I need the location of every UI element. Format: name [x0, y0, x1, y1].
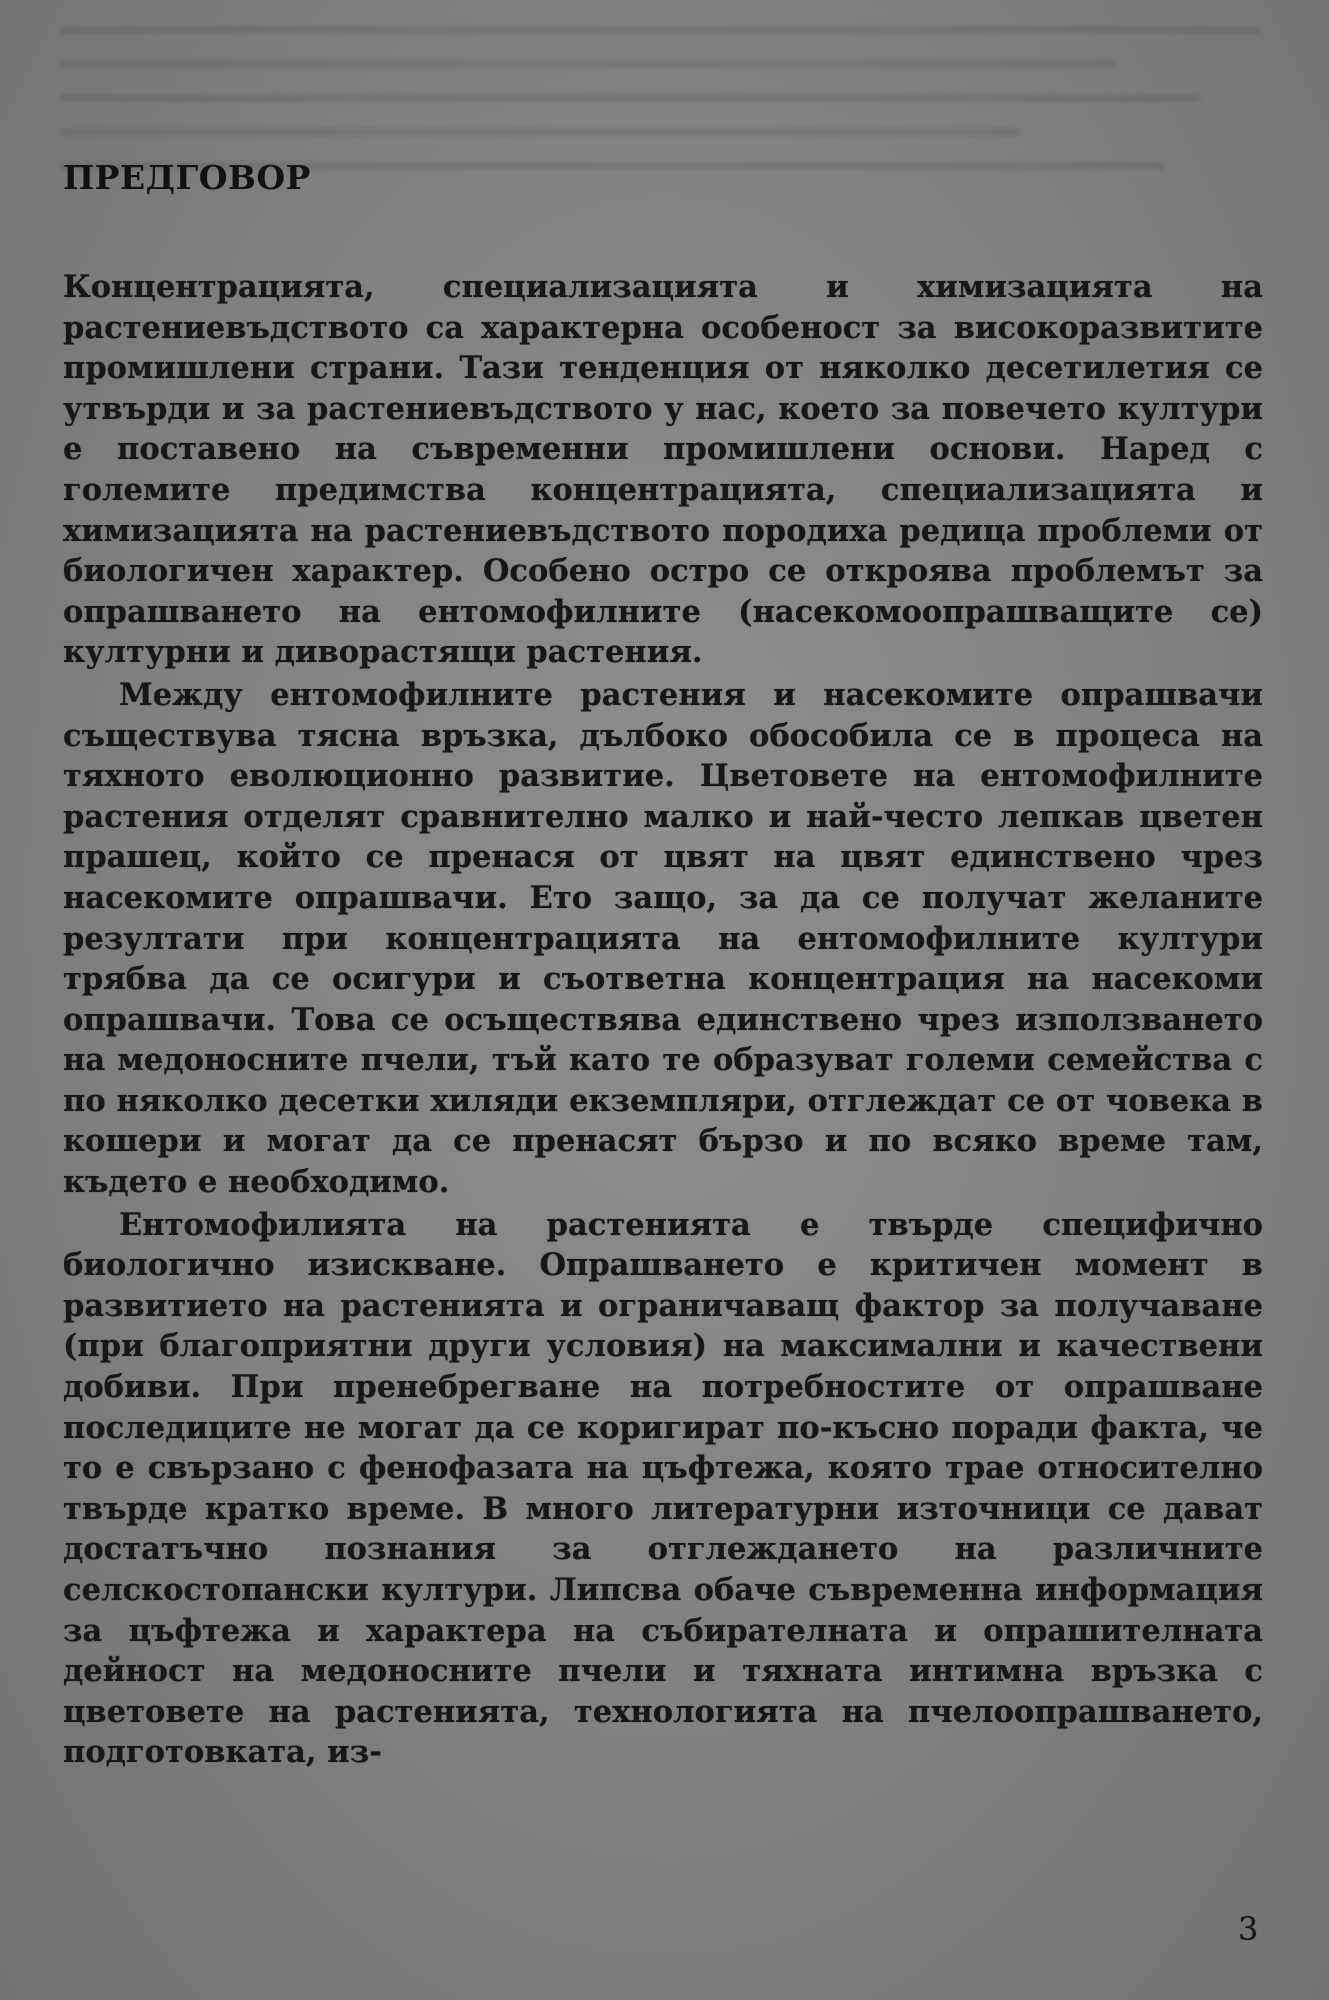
- paragraph-2: Между ентомофилните растения и насекомите опрашвачи съществува тясна връзка, дълбоко обособила се в процеса на тяхното еволюционно развитие. Цветовете на ентомофилните растения отделят сравнително малко и най-често лепкав цветен прашец, който се пренася от цвят на цвят единствено чрез насекомите опрашвачи. Ето защо, за да се получат желаните резултати при концентрацията на ентомофилните култури трябва да се осигури и съответна концентрация на насекоми опрашвачи. Това се осъществява единствено чрез използването на медоносните пчели, тъй като те образуват големи семейства с по няколко десетки хиляди екземпляри, отглеждат се от човека в кошери и могат да се пренасят бързо и по всяко време там, където е необходимо.: [63, 676, 1263, 1201]
- page-content: [63, 158, 1263, 1773]
- section-heading: ПРЕДГОВОР: [63, 158, 311, 197]
- paragraph-3: Ентомофилията на растенията е твърде специфично биологично изискване. Опрашването е критичен момент в развитието на растенията и ограничаващ фактор за получаване (при благоприятни други условия) на максимални и качествени добиви. При пренебрегване на потребностите от опрашване последиците не могат да се коригират по-късно поради факта, че то е свързано с фенофазата на цъфтежа, която трае относително твърде кратко време. В много литературни източници се дават достатъчно познания за отглеждането на различните селскостопански култури. Липсва обаче съвременна информация за цъфтежа и характера на събирателната и опрашителната дейност на медоносните пчели и тяхната интимна връзка с цветовете на растенията, технологията на пчелоопрашването, подготовката, из-: [63, 1206, 1263, 1771]
- page-number: 3: [1238, 1910, 1259, 1948]
- bleed-through-text: [60, 0, 1260, 170]
- paragraph-1: Концентрацията, специализацията и химизацията на растениевъдството са характерна особеност за високоразвитите промишлени страни. Тази тенденция от няколко десетилетия се утвърди и за растениевъдството у нас, което за повечето култури е поставено на съвременни промишлени основи. Наред с големите предимства концентрацията, специализацията и химизацията на растениевъдството породиха редица проблеми от биологичен характер. Особено остро се откроява проблемът за опрашването на ентомофилните (насекомоопрашващите се) културни и диворастящи растения.: [63, 269, 1263, 671]
